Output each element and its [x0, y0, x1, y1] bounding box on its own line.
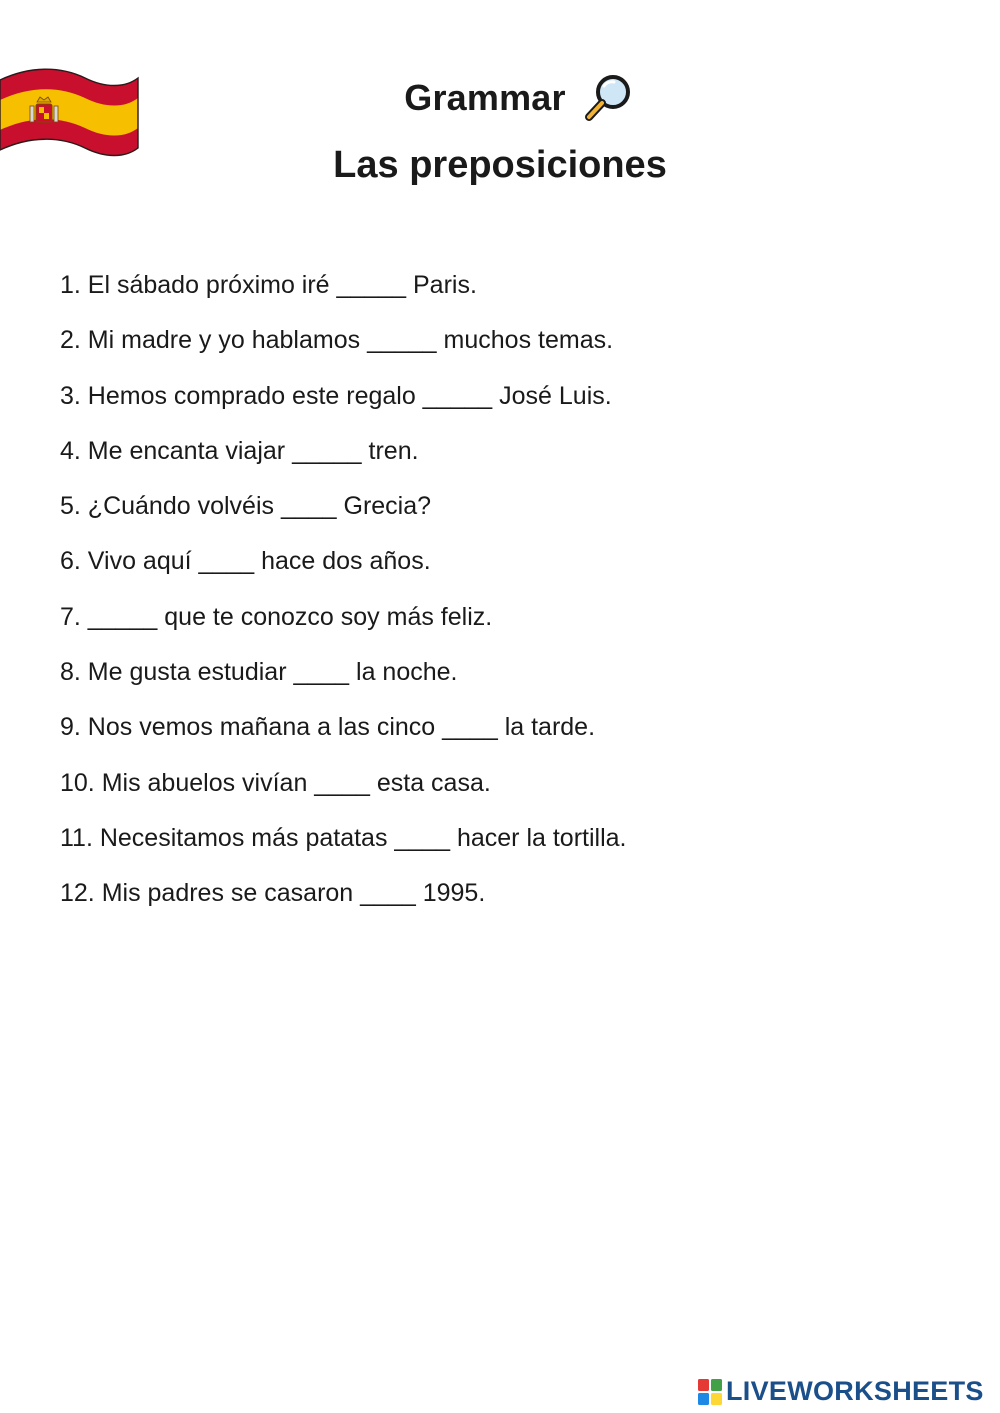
question-item: 4. Me encanta viajar _____ tren. [60, 436, 419, 465]
question-item: 9. Nos vemos mañana a las cinco ____ la tarde. [60, 713, 596, 742]
question-item: 8. Me gusta estudiar ____ la noche. [60, 658, 458, 687]
question-item: 5. ¿Cuándo volvéis ____ Grecia? [60, 492, 432, 521]
question-item: 11. Necesitamos más patatas ____ hacer la tortilla. [60, 823, 627, 852]
question-item: 12. Mis padres se casaron ____ 1995. [60, 879, 486, 908]
question-item: 3. Hemos comprado este regalo _____ José Luis. [60, 381, 612, 410]
liveworksheets-logo[interactable] [698, 1376, 984, 1407]
magnifying-glass-icon [580, 70, 636, 126]
worksheet-subtitle: Las preposiciones [333, 144, 667, 186]
question-item: 1. El sábado próximo iré _____ Paris. [60, 271, 477, 299]
question-item: 2. Mi madre y yo hablamos _____ muchos temas. [60, 326, 614, 355]
question-item: 6. Vivo aquí ____ hace dos años. [60, 547, 431, 576]
page-title [0, 70, 1000, 126]
brand-text: LIVEWORKSHEETS [726, 1376, 984, 1406]
question-list [60, 268, 627, 932]
question-item: 10. Mis abuelos vivían ____ esta casa. [60, 768, 491, 797]
page-title-text: Grammar [404, 77, 566, 118]
liveworksheets-logo-icon [698, 1379, 722, 1405]
question-item: 7. _____ que te conozco soy más feliz. [60, 602, 493, 631]
